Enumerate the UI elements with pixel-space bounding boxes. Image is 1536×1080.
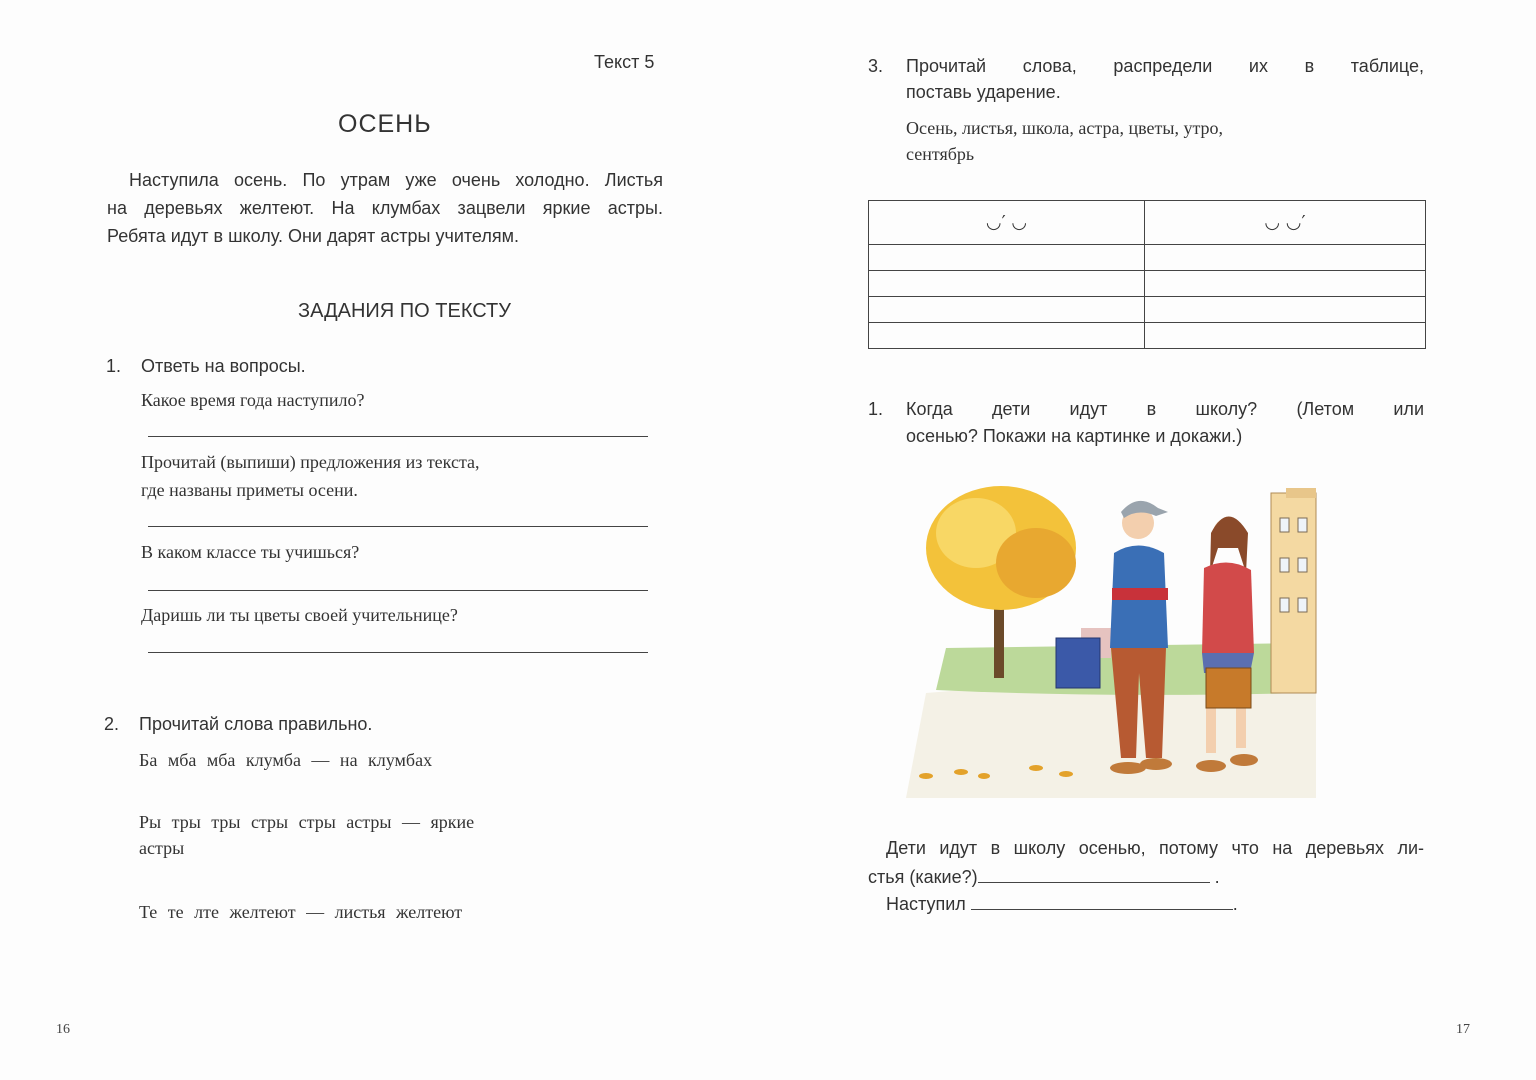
story-paragraph <box>107 166 663 250</box>
answer-prefix: стья (какие?) <box>868 867 978 887</box>
story-line: на деревьях желтеют. На клумбах зацвели яркие астры. <box>107 198 663 218</box>
word-list: сентябрь <box>906 144 975 164</box>
task-number: 1. <box>106 356 122 376</box>
task-text: Прочитай слова, распредели их в таблице, <box>906 56 1424 76</box>
table-header-cell: ◡′ ◡ <box>869 201 1145 245</box>
story-line: Ребята идут в школу. Они дарят астры учителям. <box>107 226 519 246</box>
task-number: 2. <box>104 714 120 734</box>
stress-table <box>868 200 1426 349</box>
answer-sentence-line <box>886 893 1238 915</box>
page-title: ОСЕНЬ <box>338 110 432 138</box>
reading-drill: Ба мба мба клумба — на клумбах <box>139 750 433 770</box>
task-text: Когда дети идут в школу? (Летом или <box>906 399 1424 419</box>
table-cell[interactable] <box>869 271 1145 297</box>
question-text: Даришь ли ты цветы своей учительнице? <box>141 605 458 625</box>
tasks-title: ЗАДАНИЯ ПО ТЕКСТУ <box>298 300 511 322</box>
answer-sentence: Дети идут в школу осенью, потому что на деревьях ли- <box>886 838 1424 858</box>
children-walking-to-school-illustration <box>906 478 1326 798</box>
task-text: осенью? Покажи на картинке и докажи.) <box>906 426 1243 446</box>
question-text: В каком классе ты учишься? <box>141 542 360 562</box>
table-cell[interactable] <box>1145 245 1426 271</box>
question-text: Прочитай (выпиши) предложения из текста, <box>141 452 480 472</box>
word-list: Осень, листья, школа, астра, цветы, утро, <box>906 118 1224 138</box>
task-label: Ответь на вопросы. <box>141 356 306 376</box>
answer-suffix: . <box>1232 894 1238 914</box>
page-number: 16 <box>56 1022 70 1037</box>
question-text: где названы приметы осени. <box>141 480 358 500</box>
answer-line[interactable] <box>148 436 648 437</box>
reading-drill: Ры тры тры стры стры астры — яркие <box>139 812 475 832</box>
page-number: 17 <box>1456 1022 1470 1037</box>
answer-blank[interactable] <box>978 866 1210 883</box>
task-number: 3. <box>868 56 884 76</box>
table-cell[interactable] <box>1145 271 1426 297</box>
answer-line[interactable] <box>148 590 648 591</box>
answer-suffix: . <box>1214 867 1220 887</box>
right-page <box>768 0 1536 1080</box>
table-header-cell: ◡ ◡′ <box>1145 201 1426 245</box>
task-label: Прочитай слова правильно. <box>139 714 373 734</box>
question-text: Какое время года наступило? <box>141 390 365 410</box>
answer-prefix: Наступил <box>886 894 966 914</box>
answer-sentence-line <box>868 866 1220 888</box>
answer-blank[interactable] <box>971 893 1233 910</box>
story-line: Наступила осень. По утрам уже очень холодно. Листья <box>129 170 663 190</box>
table-cell[interactable] <box>869 297 1145 323</box>
answer-line[interactable] <box>148 652 648 653</box>
answer-line[interactable] <box>148 526 648 527</box>
table-cell[interactable] <box>1145 323 1426 349</box>
table-cell[interactable] <box>869 245 1145 271</box>
reading-drill: астры <box>139 838 185 858</box>
table-cell[interactable] <box>1145 297 1426 323</box>
task-number: 1. <box>868 399 884 419</box>
task-text: поставь ударение. <box>906 82 1061 102</box>
text-number-header: Текст 5 <box>594 52 655 72</box>
table-cell[interactable] <box>869 323 1145 349</box>
reading-drill: Те те лте желтеют — листья желтеют <box>139 902 463 922</box>
